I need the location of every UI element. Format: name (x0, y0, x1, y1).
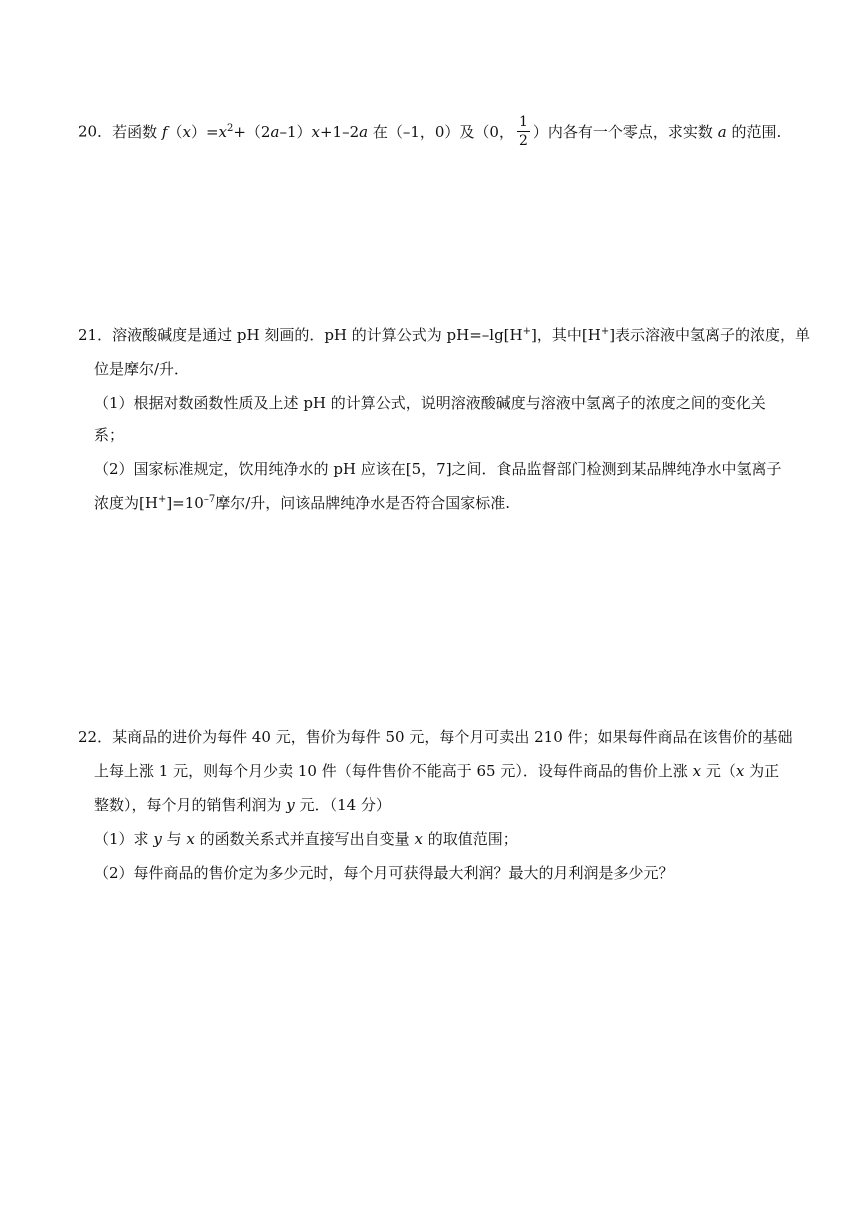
q21-part-1-line-2: 系； (94, 426, 125, 444)
q21-part-1-line-1: （1）根据对数函数性质及上述 pH 的计算公式，说明溶液酸碱度与溶液中氢离子的浓度之间的变化关 (94, 394, 766, 412)
q22-line-3: 整数），每个月的销售利润为 y 元．（14 分） (94, 796, 391, 814)
question-text: 若函数 $f(x)=x^2+(2a-1)x+1-2a$ 在（–1，0）及（0， $\frac{1}{2}$ ）内各有一个零点，求实数 a 的范围. (112, 114, 782, 149)
q22-part-2: （2）每件商品的售价定为多少元时，每个月可获得最大利润？最大的月利润是多少元？ (94, 864, 674, 882)
fraction-one-half: $\frac{1}{2}$ (518, 114, 528, 149)
q22-line-1: 22．某商品的进价为每件 40 元，售价为每件 50 元，每个月可卖出 210 件；如果每件商品在该售价的基础 (78, 728, 793, 746)
question-number: 21． (78, 326, 113, 344)
q21-line-1: 21．溶液酸碱度是通过 pH 刻画的．pH 的计算公式为 pH=–lg[H+]，其中[H+]表示溶液中氢离子的浓度，单 (78, 326, 811, 344)
question-20 (78, 114, 781, 151)
question-number: 20． (78, 122, 113, 141)
question-number: 22． (78, 728, 113, 746)
q21-part-2-line-1: （2）国家标准规定，饮用纯净水的 pH 应该在[5，7]之间．食品监督部门检测到某品牌纯净水中氢离子 (94, 460, 782, 478)
q21-part-2-line-2: 浓度为$[H^+]=10^{-7}$摩尔/升，问该品牌纯净水是否符合国家标准. (94, 494, 511, 512)
q22-part-1: （1）求 y 与 x 的函数关系式并直接写出自变量 x 的取值范围； (94, 830, 518, 848)
q22-line-2: 上每上涨 1 元，则每个月少卖 10 件（每件售价不能高于 65 元）．设每件商品的售价上涨 x 元（x 为正 (94, 762, 780, 780)
q21-line-2: 位是摩尔/升． (94, 360, 190, 378)
